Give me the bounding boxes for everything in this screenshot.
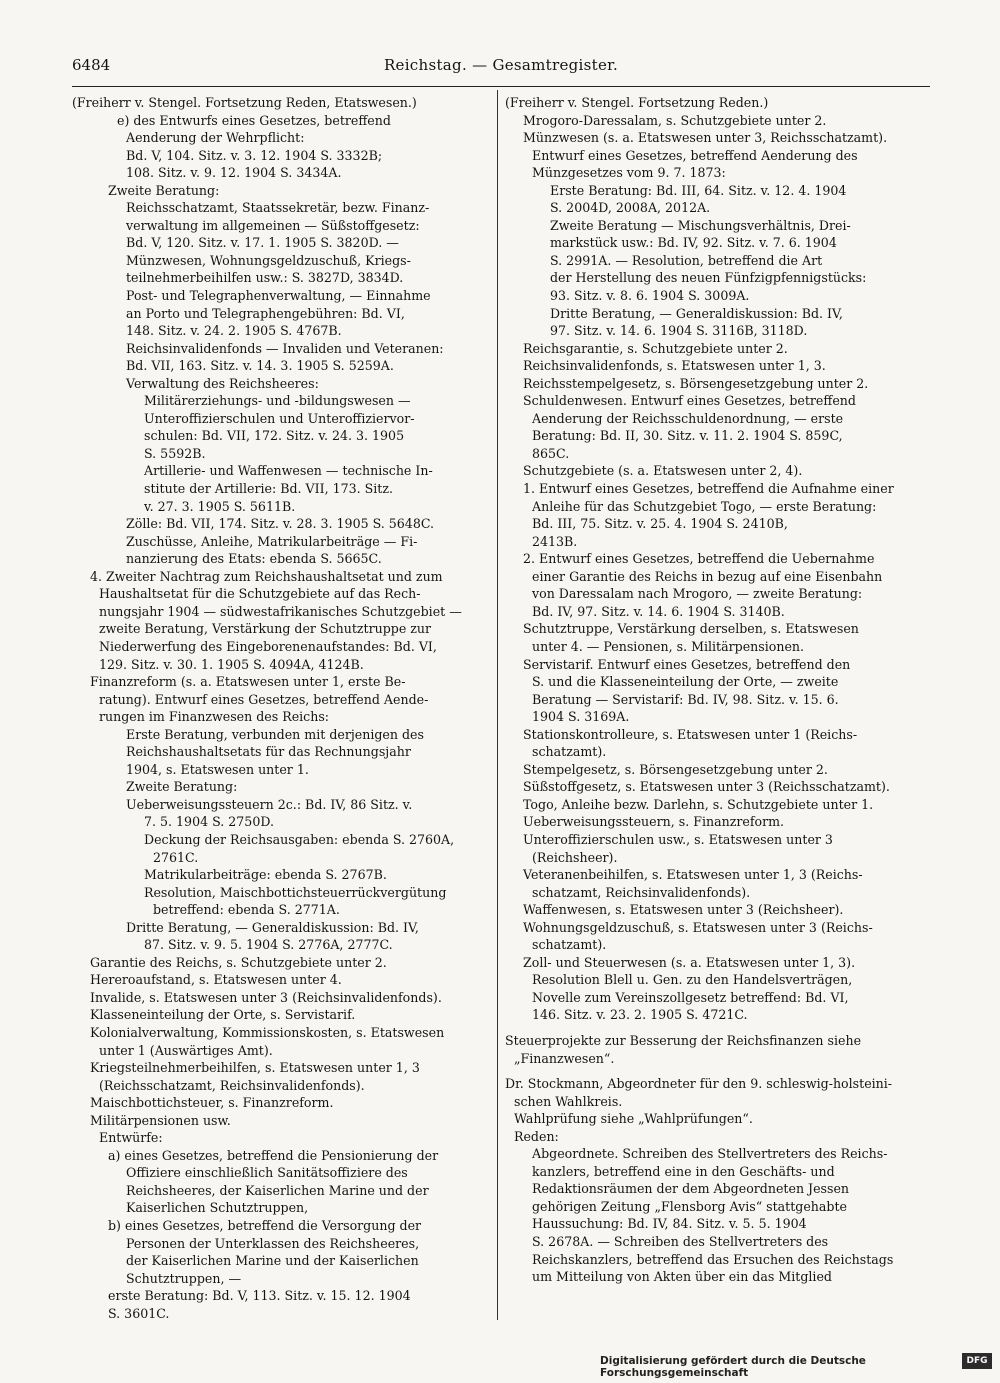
register-line: unter 4. — Pensionen, s. Militärpensionen. bbox=[532, 638, 805, 654]
register-line: markstück usw.: Bd. IV, 92. Sitz. v. 7. 6. 1904 bbox=[550, 235, 837, 251]
register-line: Resolution, Maischbottichsteuerrückvergütung bbox=[144, 884, 447, 900]
register-line: Reichsschatzamt, Staatssekretär, bezw. Finanz- bbox=[126, 200, 430, 216]
funding-note: Digitalisierung gefördert durch die Deutsche Forschungsgemeinschaft bbox=[600, 1355, 866, 1379]
register-line: Reichshaushaltsetats für das Rechnungsjahr bbox=[126, 744, 411, 760]
register-line: erste Beratung: Bd. V, 113. Sitz. v. 15. 12. 1904 bbox=[108, 1288, 411, 1304]
register-line: Beratung — Servistarif: Bd. IV, 98. Sitz. v. 15. 6. bbox=[532, 691, 839, 707]
register-line: Deckung der Reichsausgaben: ebenda S. 2760A, bbox=[144, 831, 455, 847]
register-line: nungsjahr 1904 — südwestafrikanisches Schutzgebiet — bbox=[99, 603, 462, 619]
register-line: schen Wahlkreis. bbox=[514, 1093, 623, 1109]
register-line: Bd. VII, 163. Sitz. v. 14. 3. 1905 S. 5259A. bbox=[126, 358, 394, 374]
register-line: Unteroffizierschulen und Unteroffiziervor- bbox=[144, 410, 415, 426]
register-line: betreffend: ebenda S. 2771A. bbox=[153, 902, 340, 918]
register-line: Schutztruppen, — bbox=[126, 1270, 242, 1286]
register-line: Zweite Beratung — Mischungsverhältnis, Drei- bbox=[550, 217, 851, 233]
register-line: Togo, Anleihe bezw. Darlehn, s. Schutzgebiete unter 1. bbox=[523, 796, 874, 812]
register-line: Servistarif. Entwurf eines Gesetzes, betreffend den bbox=[523, 656, 851, 672]
register-line: Maischbottichsteuer, s. Finanzreform. bbox=[90, 1095, 334, 1111]
register-line: Zweite Beratung: bbox=[108, 182, 220, 198]
register-line: 108. Sitz. v. 9. 12. 1904 S. 3434A. bbox=[126, 165, 342, 181]
register-line: 2413B. bbox=[532, 533, 578, 549]
register-line: unter 1 (Auswärtiges Amt). bbox=[99, 1042, 273, 1058]
register-line: Klasseneinteilung der Orte, s. Servistarif. bbox=[90, 1007, 356, 1023]
register-line: der Herstellung des neuen Fünfzigpfennigstücks: bbox=[550, 270, 867, 286]
register-line: Wohnungsgeldzuschuß, s. Etatswesen unter 3 (Reichs- bbox=[523, 919, 873, 935]
register-line: nanzierung des Etats: ebenda S. 5665C. bbox=[126, 551, 382, 567]
register-line: Unteroffizierschulen usw., s. Etatswesen unter 3 bbox=[523, 831, 833, 847]
register-line: Invalide, s. Etatswesen unter 3 (Reichsinvalidenfonds). bbox=[90, 989, 442, 1005]
register-line: Artillerie- und Waffenwesen — technische In- bbox=[144, 463, 433, 479]
register-line: Reichsinvalidenfonds — Invaliden und Veteranen: bbox=[126, 340, 444, 356]
register-line: Entwürfe: bbox=[99, 1130, 163, 1146]
register-line: Anleihe für das Schutzgebiet Togo, — erste Beratung: bbox=[532, 498, 877, 514]
register-line: Münzgesetzes vom 9. 7. 1873: bbox=[532, 165, 726, 181]
register-line: 93. Sitz. v. 8. 6. 1904 S. 3009A. bbox=[550, 288, 750, 304]
register-line: Matrikularbeiträge: ebenda S. 2767B. bbox=[144, 867, 387, 883]
register-line: Abgeordnete. Schreiben des Stellvertreters des Reichs- bbox=[532, 1146, 888, 1162]
register-line: Zoll- und Steuerwesen (s. a. Etatswesen unter 1, 3). bbox=[523, 954, 856, 970]
register-line: Kolonialverwaltung, Kommissionskosten, s. Etatswesen bbox=[90, 1024, 445, 1040]
register-line: schatzamt). bbox=[532, 937, 607, 953]
register-line: Zölle: Bd. VII, 174. Sitz. v. 28. 3. 1905 S. 5648C. bbox=[126, 516, 435, 532]
register-line: Reichskanzlers, betreffend das Ersuchen des Reichstags bbox=[532, 1251, 894, 1267]
register-line: Kriegsteilnehmerbeihilfen, s. Etatswesen unter 1, 3 bbox=[90, 1060, 420, 1076]
register-line: (Reichsschatzamt, Reichsinvalidenfonds). bbox=[99, 1077, 365, 1093]
register-line: Post- und Telegraphenverwaltung, — Einnahme bbox=[126, 288, 431, 304]
register-line: Münzwesen, Wohnungsgeldzuschuß, Kriegs- bbox=[126, 252, 411, 268]
register-line: um Mitteilung von Akten über ein das Mitglied bbox=[532, 1269, 832, 1285]
register-line: Veteranenbeihilfen, s. Etatswesen unter 1, 3 (Reichs- bbox=[523, 867, 863, 883]
register-line: Süßstoffgesetz, s. Etatswesen unter 3 (Reichsschatzamt). bbox=[523, 779, 890, 795]
register-line: Haussuchung: Bd. IV, 84. Sitz. v. 5. 5. 1904 bbox=[532, 1216, 807, 1232]
register-line: Schutztruppe, Verstärkung derselben, s. Etatswesen bbox=[523, 621, 859, 637]
register-line: 2. Entwurf eines Gesetzes, betreffend die Uebernahme bbox=[523, 551, 875, 567]
register-line: 1904, s. Etatswesen unter 1. bbox=[126, 761, 309, 777]
register-line: e) des Entwurfs eines Gesetzes, betreffend bbox=[117, 112, 391, 128]
register-line: Aenderung der Reichsschuldenordnung, — erste bbox=[532, 410, 844, 426]
register-line: rungen im Finanzwesen des Reichs: bbox=[99, 709, 330, 725]
register-line: 4. Zweiter Nachtrag zum Reichshaushaltsetat und zum bbox=[90, 568, 443, 584]
register-line: Schutzgebiete (s. a. Etatswesen unter 2, 4). bbox=[523, 463, 803, 479]
register-line: Aenderung der Wehrpflicht: bbox=[126, 130, 305, 146]
register-line: 129. Sitz. v. 30. 1. 1905 S. 4094A, 4124B. bbox=[99, 656, 364, 672]
register-line: schatzamt, Reichsinvalidenfonds). bbox=[532, 884, 751, 900]
register-line: Bd. III, 75. Sitz. v. 25. 4. 1904 S. 2410B, bbox=[532, 516, 788, 532]
register-line: Wahlprüfung siehe „Wahlprüfungen“. bbox=[514, 1111, 753, 1127]
register-line: (Freiherr v. Stengel. Fortsetzung Reden.) bbox=[505, 95, 769, 110]
register-line: Ueberweisungssteuern, s. Finanzreform. bbox=[523, 814, 785, 830]
register-line: S. und die Klasseneinteilung der Orte, — zweite bbox=[532, 674, 839, 690]
register-line: Schuldenwesen. Entwurf eines Gesetzes, betreffend bbox=[523, 393, 856, 409]
register-line: Reichsinvalidenfonds, s. Etatswesen unter 1, 3. bbox=[523, 358, 826, 374]
register-line: Beratung: Bd. II, 30. Sitz. v. 11. 2. 1904 S. 859C, bbox=[532, 428, 843, 444]
register-line: Waffenwesen, s. Etatswesen unter 3 (Reichsheer). bbox=[523, 902, 844, 918]
register-line: b) eines Gesetzes, betreffend die Versorgung der bbox=[108, 1218, 422, 1233]
register-line: Stempelgesetz, s. Börsengesetzgebung unter 2. bbox=[523, 761, 828, 777]
page-number: 6484 bbox=[72, 56, 111, 74]
register-line: der Kaiserlichen Marine und der Kaiserlichen bbox=[126, 1253, 419, 1269]
register-line: Redaktionsräumen der dem Abgeordneten Jessen bbox=[532, 1181, 850, 1197]
register-line: Bd. V, 104. Sitz. v. 3. 12. 1904 S. 3332B; bbox=[126, 147, 383, 163]
register-line: ratung). Entwurf eines Gesetzes, betreffend Aende- bbox=[99, 691, 429, 707]
register-line: gehörigen Zeitung „Flensborg Avis“ stattgehabte bbox=[532, 1198, 848, 1214]
register-line: kanzlers, betreffend eine in den Geschäfts- und bbox=[532, 1163, 835, 1179]
register-line: Kaiserlichen Schutztruppen, bbox=[126, 1200, 309, 1216]
register-line: Garantie des Reichs, s. Schutzgebiete unter 2. bbox=[90, 954, 387, 970]
register-line: Reichsheeres, der Kaiserlichen Marine und der bbox=[126, 1182, 429, 1198]
register-line: (Reichsheer). bbox=[532, 849, 618, 865]
register-line: 87. Sitz. v. 9. 5. 1904 S. 2776A, 2777C. bbox=[144, 937, 393, 953]
register-line: Ueberweisungssteuern 2c.: Bd. IV, 86 Sitz. v. bbox=[126, 796, 413, 812]
right-column bbox=[505, 94, 933, 1286]
register-line: Finanzreform (s. a. Etatswesen unter 1, erste Be- bbox=[90, 674, 406, 690]
register-line: Stationskontrolleure, s. Etatswesen unter 1 (Reichs- bbox=[523, 726, 858, 742]
register-line: Reichsgarantie, s. Schutzgebiete unter 2. bbox=[523, 340, 788, 356]
register-line: Militärerziehungs- und -bildungswesen — bbox=[144, 393, 411, 409]
register-line: Dritte Beratung, — Generaldiskussion: Bd. IV, bbox=[126, 919, 419, 935]
register-line: v. 27. 3. 1905 S. 5611B. bbox=[144, 498, 296, 514]
register-line: schulen: Bd. VII, 172. Sitz. v. 24. 3. 1905 bbox=[144, 428, 405, 444]
register-line: 148. Sitz. v. 24. 2. 1905 S. 4767B. bbox=[126, 323, 342, 339]
register-line: Mrogoro-Daressalam, s. Schutzgebiete unter 2. bbox=[523, 112, 827, 128]
register-line: 1904 S. 3169A. bbox=[532, 709, 630, 725]
register-line: S. 2678A. — Schreiben des Stellvertreters des bbox=[532, 1234, 829, 1249]
register-line: Niederwerfung des Eingeborenenaufstandes: Bd. VI, bbox=[99, 638, 437, 654]
register-line: S. 2991A. — Resolution, betreffend die Art bbox=[550, 252, 823, 268]
register-line: schatzamt). bbox=[532, 744, 607, 760]
register-line: verwaltung im allgemeinen — Süßstoffgesetz: bbox=[126, 217, 420, 233]
register-line: Bd. V, 120. Sitz. v. 17. 1. 1905 S. 3820D. — bbox=[126, 235, 399, 251]
register-line: Dritte Beratung, — Generaldiskussion: Bd. IV, bbox=[550, 305, 843, 321]
register-line: 146. Sitz. v. 23. 2. 1905 S. 4721C. bbox=[532, 1007, 748, 1023]
register-line: von Daressalam nach Mrogoro, — zweite Beratung: bbox=[532, 586, 863, 602]
register-line: Erste Beratung: Bd. III, 64. Sitz. v. 12. 4. 1904 bbox=[550, 182, 847, 198]
register-line: S. 5592B. bbox=[144, 445, 206, 461]
register-line: 865C. bbox=[532, 445, 570, 461]
left-column bbox=[72, 94, 504, 1322]
register-line: Zweite Beratung: bbox=[126, 779, 238, 795]
register-line: a) eines Gesetzes, betreffend die Pensionierung der bbox=[108, 1147, 439, 1163]
register-line: Entwurf eines Gesetzes, betreffend Aenderung des bbox=[532, 147, 858, 163]
register-line: einer Garantie des Reichs in bezug auf eine Eisenbahn bbox=[532, 568, 883, 584]
register-line: Haushaltsetat für die Schutzgebiete auf das Rech- bbox=[99, 586, 421, 602]
register-line: 7. 5. 1904 S. 2750D. bbox=[144, 814, 274, 830]
register-line: Reichsstempelgesetz, s. Börsengesetzgebung unter 2. bbox=[523, 375, 869, 391]
entry-gap bbox=[505, 1024, 933, 1032]
register-line: Dr. Stockmann, Abgeordneter für den 9. schleswig-holsteini- bbox=[505, 1076, 893, 1092]
running-title: Reichstag. — Gesamtregister. bbox=[383, 56, 619, 74]
page-header bbox=[72, 56, 930, 82]
register-line: zweite Beratung, Verstärkung der Schutztruppe zur bbox=[99, 621, 432, 637]
dfg-logo: DFG bbox=[962, 1353, 992, 1369]
register-line: (Freiherr v. Stengel. Fortsetzung Reden, Etatswesen.) bbox=[72, 95, 417, 110]
register-line: Bd. IV, 97. Sitz. v. 14. 6. 1904 S. 3140B. bbox=[532, 603, 785, 619]
register-line: Münzwesen (s. a. Etatswesen unter 3, Reichsschatzamt). bbox=[523, 130, 888, 146]
register-line: Zuschüsse, Anleihe, Matrikularbeiträge — Fi- bbox=[126, 533, 418, 549]
register-line: Hereroaufstand, s. Etatswesen unter 4. bbox=[90, 972, 342, 988]
register-line: „Finanzwesen“. bbox=[514, 1050, 615, 1066]
register-line: Offiziere einschließlich Sanitätsoffiziere des bbox=[126, 1165, 408, 1181]
footer bbox=[600, 1353, 992, 1379]
register-line: Erste Beratung, verbunden mit derjenigen des bbox=[126, 726, 424, 742]
register-line: 2761C. bbox=[153, 849, 199, 865]
register-line: Militärpensionen usw. bbox=[90, 1112, 231, 1128]
register-line: 97. Sitz. v. 14. 6. 1904 S. 3116B, 3118D. bbox=[550, 323, 808, 339]
header-rule bbox=[72, 86, 930, 87]
register-line: Steuerprojekte zur Besserung der Reichsfinanzen siehe bbox=[505, 1032, 862, 1048]
register-line: Verwaltung des Reichsheeres: bbox=[126, 375, 319, 391]
register-line: Resolution Blell u. Gen. zu den Handelsverträgen, bbox=[532, 972, 853, 988]
register-line: an Porto und Telegraphengebühren: Bd. VI, bbox=[126, 305, 405, 321]
register-line: stitute der Artillerie: Bd. VII, 173. Sitz. bbox=[144, 481, 394, 497]
register-line: 1. Entwurf eines Gesetzes, betreffend die Aufnahme einer bbox=[523, 481, 894, 497]
entry-gap bbox=[505, 1067, 933, 1075]
register-line: Novelle zum Vereinszollgesetz betreffend: Bd. VI, bbox=[532, 989, 849, 1005]
register-line: S. 2004D, 2008A, 2012A. bbox=[550, 200, 711, 216]
register-line: teilnehmerbeihilfen usw.: S. 3827D, 3834D. bbox=[126, 270, 404, 286]
register-line: S. 3601C. bbox=[108, 1305, 170, 1321]
register-line: Reden: bbox=[514, 1128, 559, 1144]
register-line: Personen der Unterklassen des Reichsheeres, bbox=[126, 1235, 420, 1251]
